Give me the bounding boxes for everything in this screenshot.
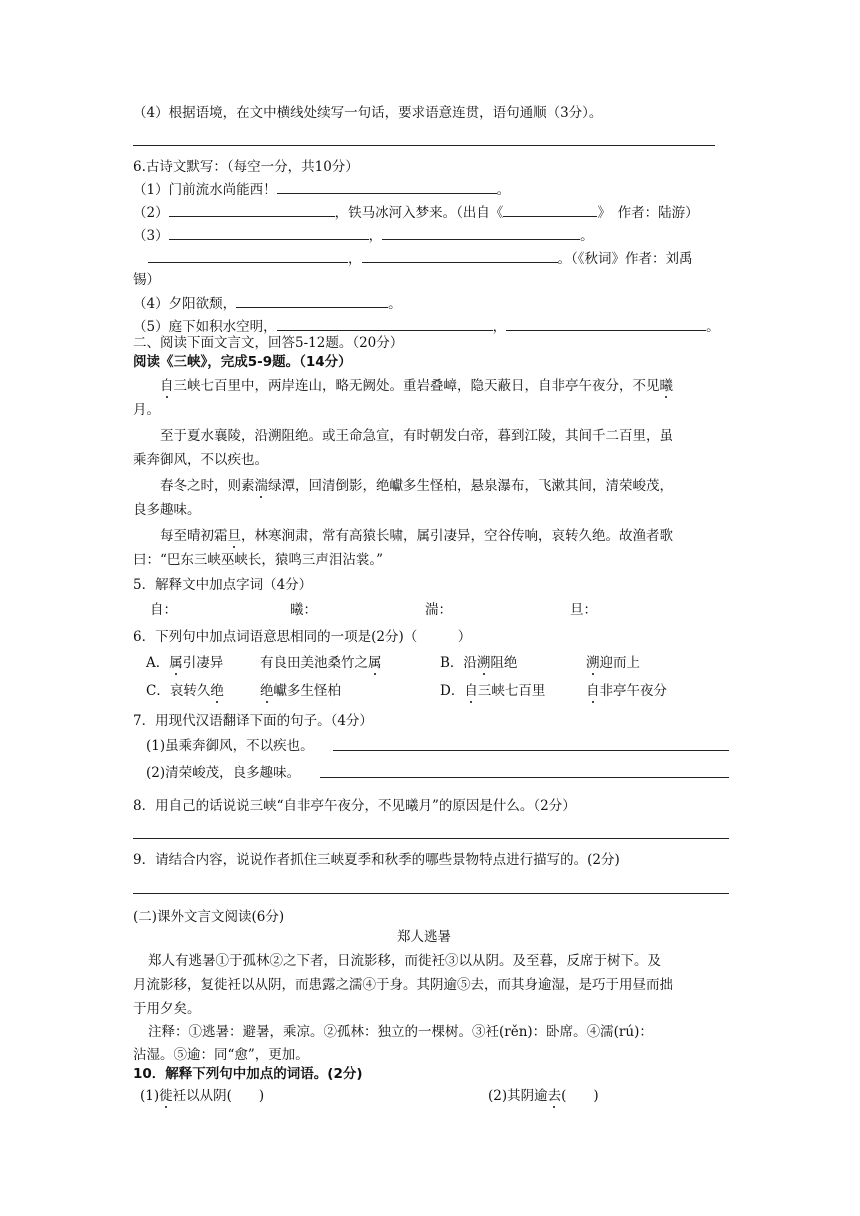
option-text: 引凄异: [182, 655, 224, 671]
q5-item-1: 自：: [150, 602, 177, 618]
passage-p3-line2: 良多趣味。: [133, 502, 201, 518]
answer-line-q4[interactable]: [133, 145, 715, 146]
answer-line-q7-2[interactable]: [320, 777, 729, 778]
poem-line-4: [133, 293, 402, 314]
question-5-title: 5．解释文中加点字词（4分）: [133, 577, 313, 593]
option-label: D．: [440, 683, 465, 699]
option-a-compare: [260, 653, 382, 673]
option-c[interactable]: [146, 681, 224, 701]
reading-1-heading: 阅读《三峡》，完成5-9题。（14分）: [133, 354, 352, 370]
passage-p3-line1: [160, 476, 673, 496]
q10-item-1: [140, 1086, 264, 1106]
blank-3b[interactable]: [382, 225, 580, 240]
dotted-char: 徙: [159, 1088, 173, 1104]
option-b[interactable]: [440, 653, 517, 673]
poem-line-3: [133, 225, 594, 246]
passage-p1-line2: 月。: [133, 402, 160, 418]
poem-line-1: [133, 179, 510, 200]
option-text: 阻绝: [490, 655, 518, 671]
blank-source[interactable]: [503, 202, 597, 217]
dotted-char: 湍: [254, 478, 268, 494]
reading-2-notes-1: 注释：①逃暑：避暑，乘凉。②孤林：独立的一棵树。③衽(rěn)：卧席。④濡(rú)：: [148, 1024, 653, 1040]
reading-2-line2: 月流影移，复徙衽以从阴，而患露之濡④于身。其阴逾⑤去，而其身逾湿，是巧于用昼而拙: [133, 977, 673, 993]
passage-text: 春冬之时，则素: [160, 478, 255, 494]
q7-sentence-2: (2)清荣峻茂，良多趣味。: [146, 765, 301, 781]
reading-2-heading: (二)课外文言文阅读(6分): [133, 909, 285, 925]
question-9-title: 9．请结合内容，说说作者抓住三峡夏季和秋季的哪些景物特点进行描写的。(2分): [133, 852, 620, 868]
question-10-title: 10．解释下列句中加点的词语。(2分): [133, 1066, 363, 1082]
item-num: (1): [140, 1088, 160, 1104]
poem-line-2-text: ，铁马冰河入梦来。（出自《: [334, 205, 504, 221]
question-6-title: 6．下列句中加点词语意思相同的一项是(2分)（ ）: [133, 629, 472, 645]
poem-line-1-text: （1）门前流水尚能西！: [133, 182, 277, 198]
passage-p2-line1: 至于夏水襄陵，沿溯阻绝。或王命急宣，有时朝发白帝，暮到江陵，其间千二百里，虽: [160, 428, 673, 444]
answer-line-q7-1[interactable]: [333, 750, 729, 751]
reading-2-notes-2: 沾湿。⑤逾：同“愈”，更加。: [133, 1047, 309, 1063]
punct: ，: [368, 228, 383, 244]
dotted-char: 自: [160, 378, 174, 394]
option-b-compare: [586, 653, 640, 673]
dotted-char: 绝: [210, 683, 224, 699]
poem-line-4-text: （4）夕阳欲颓，: [133, 296, 237, 312]
reading-2-line3: 于用夕矣。: [133, 1001, 201, 1017]
poem-line-2: [133, 202, 699, 223]
dotted-char: 溯: [476, 655, 491, 671]
blank-5b[interactable]: [506, 316, 706, 331]
passage-p2-line2: 乘奔御风，不以疾也。: [133, 452, 268, 468]
dotted-char: 曦: [659, 378, 673, 394]
question-6-poem-title: 6.古诗文默写：（每空一分，共10分）: [133, 159, 359, 175]
punct: 。: [496, 182, 511, 198]
blank-2[interactable]: [169, 202, 335, 217]
poem-line-5-text: （5）庭下如积水空明，: [133, 319, 277, 335]
blank-1[interactable]: [277, 179, 497, 194]
question-7-title: 7．用现代汉语翻译下面的句子。（4分）: [133, 713, 373, 729]
dotted-char: 旦: [227, 528, 241, 544]
part-2-heading: 二、阅读下面文言文，回答5-12题。（20分）: [133, 335, 404, 351]
option-text: 有良田美池桑竹之: [260, 655, 368, 671]
dotted-char: 溯: [586, 655, 600, 671]
passage-p4-line1: [160, 526, 673, 546]
punct: ，: [492, 319, 507, 335]
dotted-char: 属: [368, 655, 382, 671]
option-label: B．沿: [440, 655, 477, 671]
option-text: 巘多生怪柏: [273, 683, 341, 699]
blank-5a[interactable]: [277, 316, 493, 331]
answer-line-q9[interactable]: [133, 893, 729, 894]
passage-text: 绿潭，回清倒影，绝巘多生怪柏，悬泉瀑布，飞漱其间，清荣峻茂，: [268, 478, 673, 494]
punct: 。: [706, 319, 720, 335]
dotted-char: 去: [547, 1088, 562, 1104]
passage-text: 三峡七百里中，两岸连山，略无阙处。重岩叠嶂，隐天蔽日，自非亭午夜分，不见: [173, 378, 660, 394]
poem-line-3c: 锡）: [133, 272, 160, 288]
q10-item-2: [488, 1086, 599, 1106]
answer-line-q8[interactable]: [133, 838, 729, 839]
dotted-char: 自: [586, 683, 600, 699]
question-4-prompt: （4）根据语境，在文中横线处续写一句话，要求语意连贯，语句通顺（3分）。: [133, 105, 603, 121]
item-num: （3）: [133, 228, 169, 244]
passage-text: 每至晴初霜: [160, 528, 228, 544]
poem-line-2-author: 》 作者：陆游）: [597, 205, 699, 221]
poem-line-3b: [148, 248, 693, 269]
q5-item-3: 湍：: [425, 602, 452, 618]
q10-item-text: 衽以从阴( ): [172, 1088, 265, 1104]
item-num: （2）: [133, 205, 169, 221]
passage-p1-line1: [160, 376, 673, 396]
option-d[interactable]: [440, 681, 545, 701]
q7-sentence-1: (1)虽乘奔御风，不以疾也。: [146, 738, 314, 754]
option-c-compare: [260, 681, 341, 701]
option-d-compare: [586, 681, 667, 701]
q5-item-2: 曦：: [290, 602, 317, 618]
punct: 。: [388, 296, 402, 312]
option-a[interactable]: [146, 653, 223, 673]
option-label: C．哀转久: [146, 683, 211, 699]
dotted-char: 自: [464, 683, 478, 699]
blank-3d[interactable]: [362, 248, 558, 263]
option-text: 迎而上: [599, 655, 640, 671]
q10-item-text: (2)其阴逾: [488, 1088, 548, 1104]
dotted-char: 绝: [260, 683, 274, 699]
option-label: A．: [146, 655, 170, 671]
option-text: 非亭午夜分: [599, 683, 667, 699]
blank-3a[interactable]: [169, 225, 369, 240]
reading-2-line1: 郑人有逃暑①于孤林②之下者，日流影移，而徙衽③以从阴。及至暮，反席于树下。及: [148, 953, 661, 969]
punct: ，: [348, 251, 362, 267]
passage-text: ，林寒涧肃，常有高猿长啸，属引凄异，空谷传响，哀转久绝。故渔者歌: [241, 528, 673, 544]
punct: 。: [580, 228, 594, 244]
option-text: 三峡七百里: [477, 683, 546, 699]
question-8-title: 8．用自己的话说说三峡“自非亭午夜分，不见曦月”的原因是什么。（2分）: [133, 798, 576, 814]
dotted-char: 属: [169, 655, 183, 671]
q10-item-text: ( ): [561, 1088, 599, 1104]
blank-3c[interactable]: [148, 248, 348, 263]
reading-2-title: 郑人逃暑: [397, 929, 451, 945]
blank-4[interactable]: [236, 293, 388, 308]
q5-item-4: 旦：: [570, 602, 597, 618]
passage-p4-line2: 曰：“巴东三峡巫峡长，猿鸣三声泪沾裳。”: [133, 552, 384, 568]
poem-line-3-source: 。（《秋词》作者：刘禹: [557, 251, 693, 267]
